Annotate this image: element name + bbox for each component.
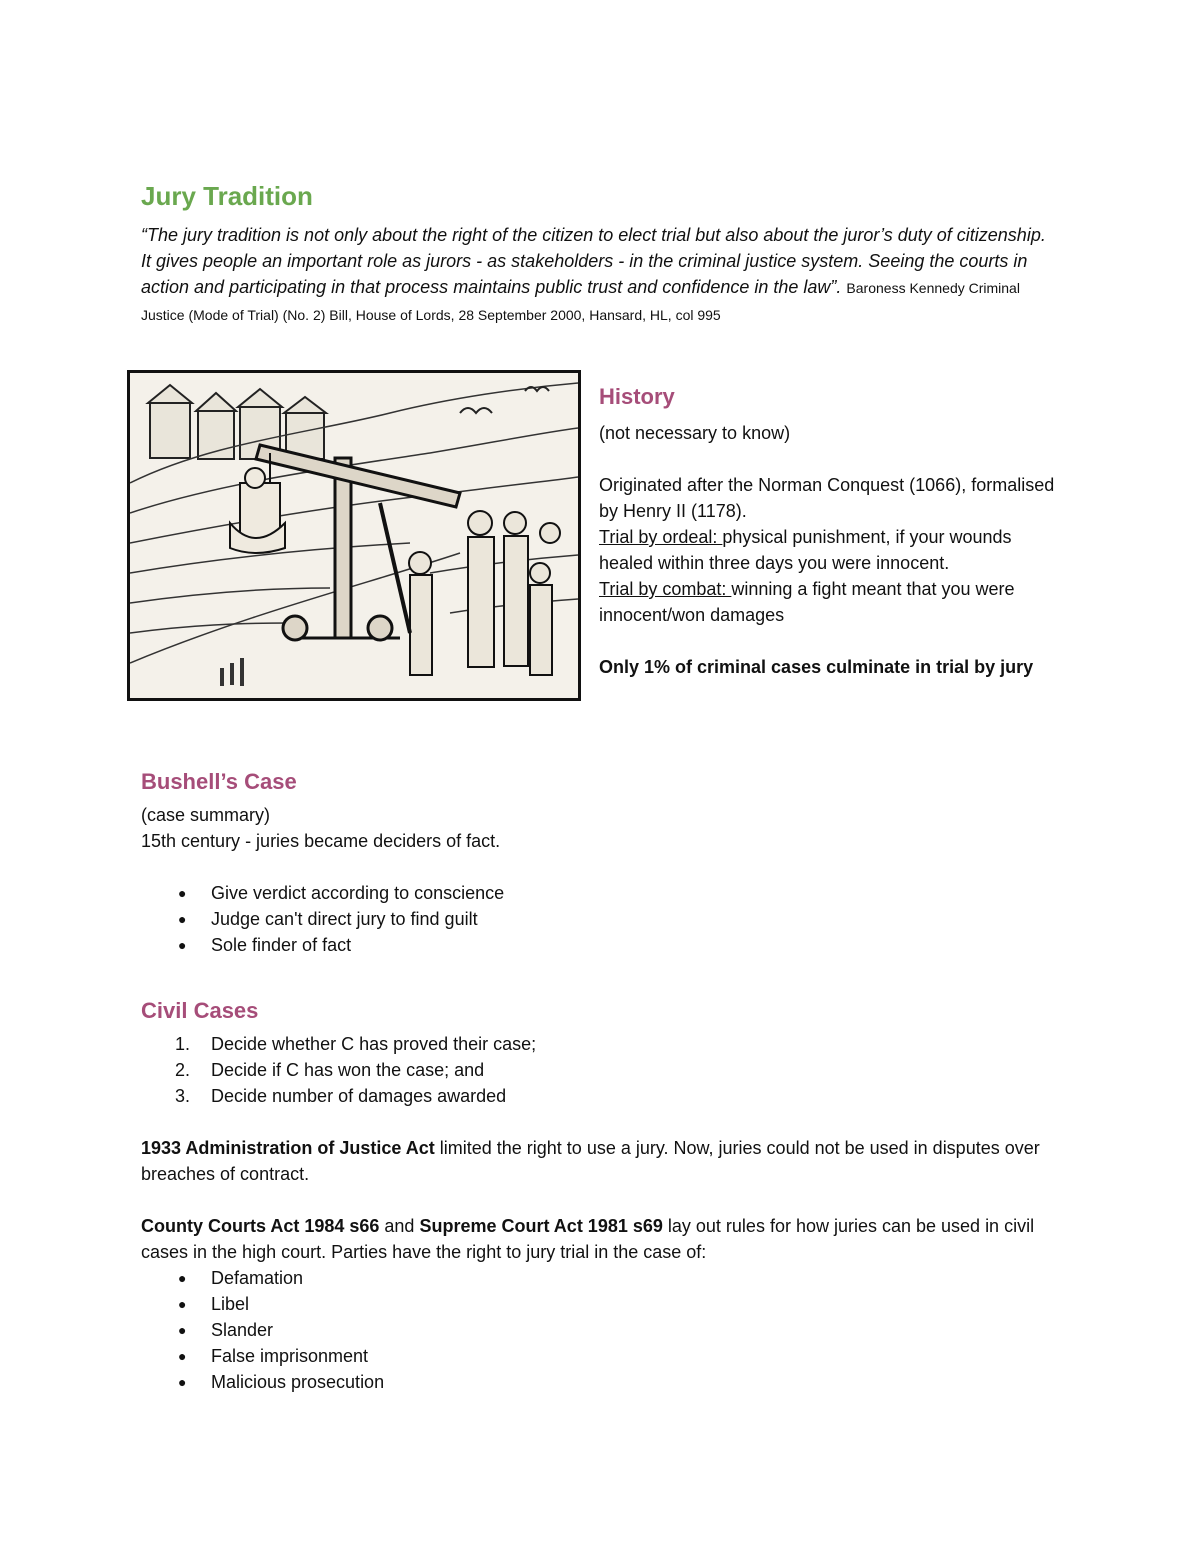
list-item-text: Slander bbox=[211, 1320, 274, 1340]
jury-trial-stat: Only 1% of criminal cases culminate in trial by jury bbox=[599, 657, 1034, 677]
bushell-section bbox=[141, 766, 1041, 958]
list-item: ● Slander bbox=[178, 1320, 274, 1340]
civil-section bbox=[141, 995, 1041, 1395]
list-item: ● False imprisonment bbox=[178, 1346, 369, 1366]
and-text: and bbox=[379, 1216, 420, 1236]
list-item: 3. Decide number of damages awarded bbox=[175, 1086, 507, 1106]
bushell-intro: 15th century - juries became deciders of fact. bbox=[141, 831, 501, 851]
trial-by-ordeal-label: Trial by ordeal: bbox=[599, 527, 723, 547]
bushell-note: (case summary) bbox=[141, 805, 271, 825]
history-origin: Originated after the Norman Conquest (1066), formalised by Henry II (1178). bbox=[599, 475, 1055, 521]
supreme-court-act-title: Supreme Court Act 1981 s69 bbox=[419, 1216, 663, 1236]
jury-rights-list bbox=[141, 1265, 1041, 1395]
trial-by-ordeal-text: physical punishment, if your wounds healed within three days you were innocent. bbox=[599, 527, 1012, 573]
woodcut-illustration bbox=[127, 370, 581, 701]
history-heading: History bbox=[599, 384, 675, 409]
county-courts-act-title: County Courts Act 1984 s66 bbox=[141, 1216, 380, 1236]
quote-text: “The jury tradition is not only about the right of the citizen to elect trial but also about the juror’s duty of citizenship. It gives people an important role as jurors - as stakeholders - in the criminal justice system. Seeing the courts in action and participating in that process maintains public trust and confidence in the law”. bbox=[141, 225, 1046, 297]
jury-quote bbox=[141, 222, 1051, 328]
list-item: ● Libel bbox=[178, 1294, 250, 1314]
bushell-list bbox=[141, 880, 1041, 958]
act-1933-text: limited the right to use a jury. Now, juries could not be used in disputes over breaches of contract. bbox=[141, 1138, 1040, 1184]
list-item: 2. Decide if C has won the case; and bbox=[175, 1060, 485, 1080]
list-item-text: Defamation bbox=[211, 1268, 304, 1288]
trial-by-combat-text: winning a fight meant that you were innocent/won damages bbox=[599, 579, 1015, 625]
civil-duties-list bbox=[141, 1031, 1041, 1109]
list-item-text: Give verdict according to conscience bbox=[211, 883, 505, 903]
list-item-text: Judge can't direct jury to find guilt bbox=[211, 909, 478, 929]
list-item: ● Defamation bbox=[178, 1268, 304, 1288]
trial-by-ordeal bbox=[599, 524, 1069, 576]
list-item: ● Give verdict according to conscience bbox=[178, 883, 505, 903]
list-item-text: Decide if C has won the case; and bbox=[211, 1060, 485, 1080]
history-note: (not necessary to know) bbox=[599, 423, 791, 443]
list-item: ● Sole finder of fact bbox=[178, 935, 352, 955]
civil-heading: Civil Cases bbox=[141, 998, 259, 1023]
history-section bbox=[599, 381, 1069, 680]
list-item-text: Malicious prosecution bbox=[211, 1372, 385, 1392]
act-1933-paragraph bbox=[141, 1135, 1041, 1187]
trial-by-combat bbox=[599, 576, 1069, 628]
list-item-text: False imprisonment bbox=[211, 1346, 369, 1366]
list-item-text: Sole finder of fact bbox=[211, 935, 352, 955]
quote-citation: Baroness Kennedy Criminal Justice (Mode of Trial) (No. 2) Bill, House of Lords, 28 September 2000, Hansard, HL, col 995 bbox=[141, 280, 1020, 323]
trial-by-combat-label: Trial by combat: bbox=[599, 579, 732, 599]
bushell-heading: Bushell’s Case bbox=[141, 769, 297, 794]
civil-rules-text: lay out rules for how juries can be used in civil cases in the high court. Parties have the right to jury trial in the case of: bbox=[141, 1216, 1035, 1262]
act-1933-title: 1933 Administration of Justice Act bbox=[141, 1138, 435, 1158]
civil-rules-paragraph bbox=[141, 1213, 1041, 1265]
list-item: ● Malicious prosecution bbox=[178, 1372, 385, 1392]
ducking-stool-woodcut bbox=[130, 373, 578, 698]
list-item-text: Decide number of damages awarded bbox=[211, 1086, 507, 1106]
list-item: 1. Decide whether C has proved their case; bbox=[175, 1034, 537, 1054]
list-item: ● Judge can't direct jury to find guilt bbox=[178, 909, 478, 929]
list-item-text: Decide whether C has proved their case; bbox=[211, 1034, 537, 1054]
page-title: Jury Tradition bbox=[141, 181, 313, 211]
list-item-text: Libel bbox=[211, 1294, 250, 1314]
